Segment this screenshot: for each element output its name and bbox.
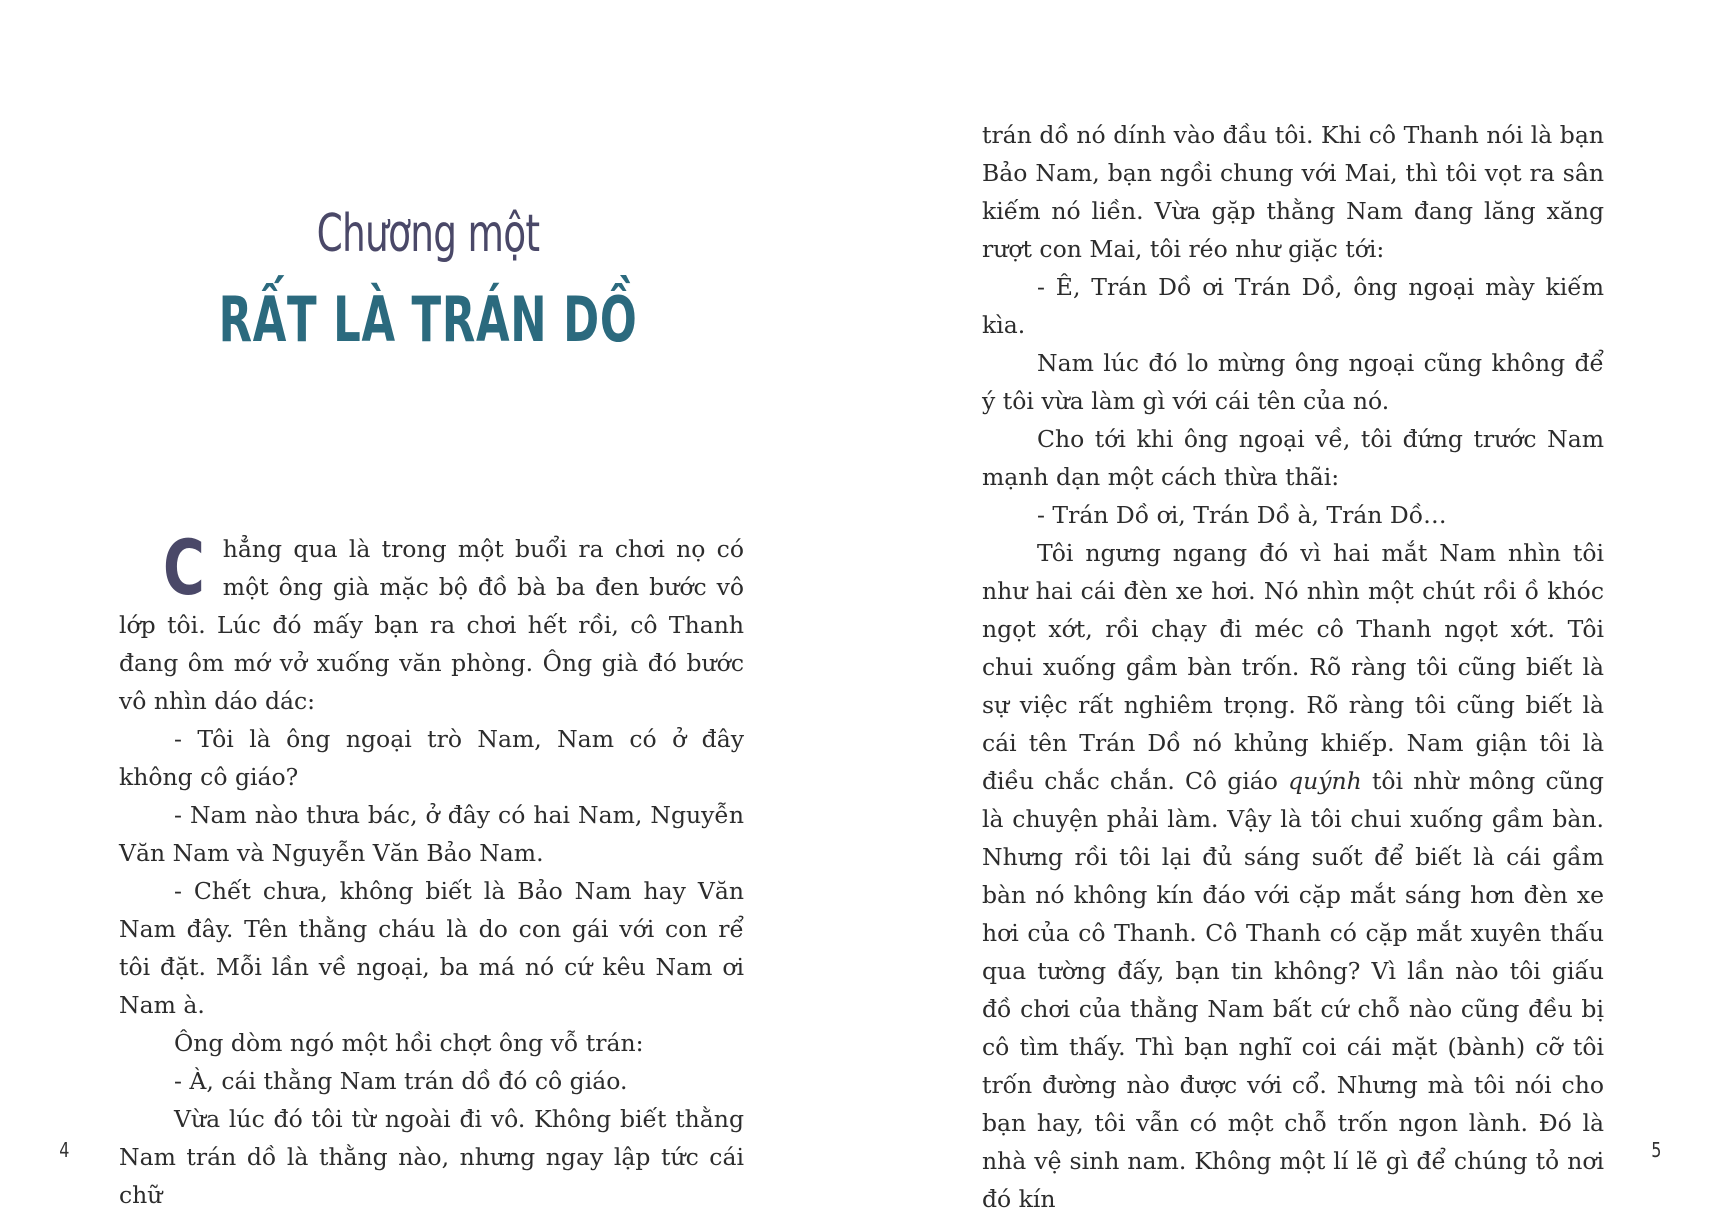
page-number: 5 [1651, 1138, 1662, 1162]
paragraph: - Trán Dồ ơi, Trán Dồ à, Trán Dồ… [1037, 501, 1447, 529]
left-body-text [119, 523, 744, 1214]
italic-word: quýnh [1288, 767, 1362, 795]
right-page [857, 0, 1713, 1211]
left-page [0, 0, 856, 1211]
paragraph: - Ê, Trán Dồ ơi Trán Dồ, ông ngoại mày kiếm kìa. [982, 273, 1604, 339]
paragraph: Tôi ngưng ngang đó vì hai mắt Nam nhìn tôi như hai cái đèn xe hơi. Nó nhìn một chút rồi ồ khóc ngọt xớt, rồi chạy đi méc cô Thanh ngọt xớt. Tôi chui xuống gầm bàn trốn. Rõ ràng tôi cũng biết là sự việc rất nghiêm trọng. Rõ ràng tôi cũng biết là cái tên Trán Dồ nó khủng khiếp. Nam giận tôi là điều chắc chắn. Cô giáo quýnh tôi nhừ mông cũng là chuyện phải làm. Vậy là tôi chui xuống gầm bàn. Nhưng rồi tôi lại đủ sáng suốt để biết là cái gầm bàn nó không kín đáo với cặp mắt sáng hơn đèn xe hơi của cô Thanh. Cô Thanh có cặp mắt xuyên thấu qua tường đấy, bạn tin không? Vì lần nào tôi giấu đồ chơi của thằng Nam bất cứ chỗ nào cũng đều bị cô tìm thấy. Thì bạn nghĩ coi cái mặt (bành) cỡ tôi trốn đường nào được với cổ. Nhưng mà tôi nói cho bạn hay, tôi vẫn có một chỗ trốn ngon lành. Đó là nhà vệ sinh nam. Không một lí lẽ gì để chúng tỏ nơi đó kín [982, 539, 1604, 1213]
paragraph: Vừa lúc đó tôi từ ngoài đi vô. Không biết thằng Nam trán dồ là thằng nào, nhưng ngay lập tức cái chữ [119, 1105, 744, 1209]
chapter-subtitle: Chương một [316, 204, 540, 264]
paragraph: Cho tới khi ông ngoại về, tôi đứng trước Nam mạnh dạn một cách thừa thãi: [982, 425, 1604, 491]
paragraph: - À, cái thằng Nam trán dồ đó cô giáo. [174, 1067, 628, 1095]
page-number: 4 [59, 1138, 70, 1162]
drop-cap: C [163, 523, 205, 612]
right-body-text [982, 116, 1604, 1218]
paragraph: - Nam nào thưa bác, ở đây có hai Nam, Nguyễn Văn Nam và Nguyễn Văn Bảo Nam. [119, 801, 744, 867]
paragraph: trán dồ nó dính vào đầu tôi. Khi cô Thanh nói là bạn Bảo Nam, bạn ngồi chung với Mai, thì tôi vọt ra sân kiếm nó liền. Vừa gặp thằng Nam đang lăng xăng rượt con Mai, tôi réo như giặc tới: [982, 121, 1604, 263]
paragraph: - Chết chưa, không biết là Bảo Nam hay Văn Nam đây. Tên thằng cháu là do con gái với con rể tôi đặt. Mỗi lần về ngoại, ba má nó cứ kêu Nam ơi Nam à. [119, 877, 744, 1019]
paragraph: Nam lúc đó lo mừng ông ngoại cũng không để ý tôi vừa làm gì với cái tên của nó. [982, 349, 1604, 415]
paragraph: - Tôi là ông ngoại trò Nam, Nam có ở đây không cô giáo? [119, 725, 744, 791]
chapter-heading [0, 198, 856, 360]
chapter-title: RẤT LÀ TRÁN DỒ [218, 283, 638, 356]
paragraph: Chẳng qua là trong một buổi ra chơi nọ có một ông già mặc bộ đồ bà ba đen bước vô lớp tôi. Lúc đó mấy bạn ra chơi hết rồi, cô Thanh đang ôm mớ vở xuống văn phòng. Ông già đó bước vô nhìn dáo dác: [119, 523, 744, 715]
paragraph: Ông dòm ngó một hồi chợt ông vỗ trán: [174, 1029, 644, 1057]
